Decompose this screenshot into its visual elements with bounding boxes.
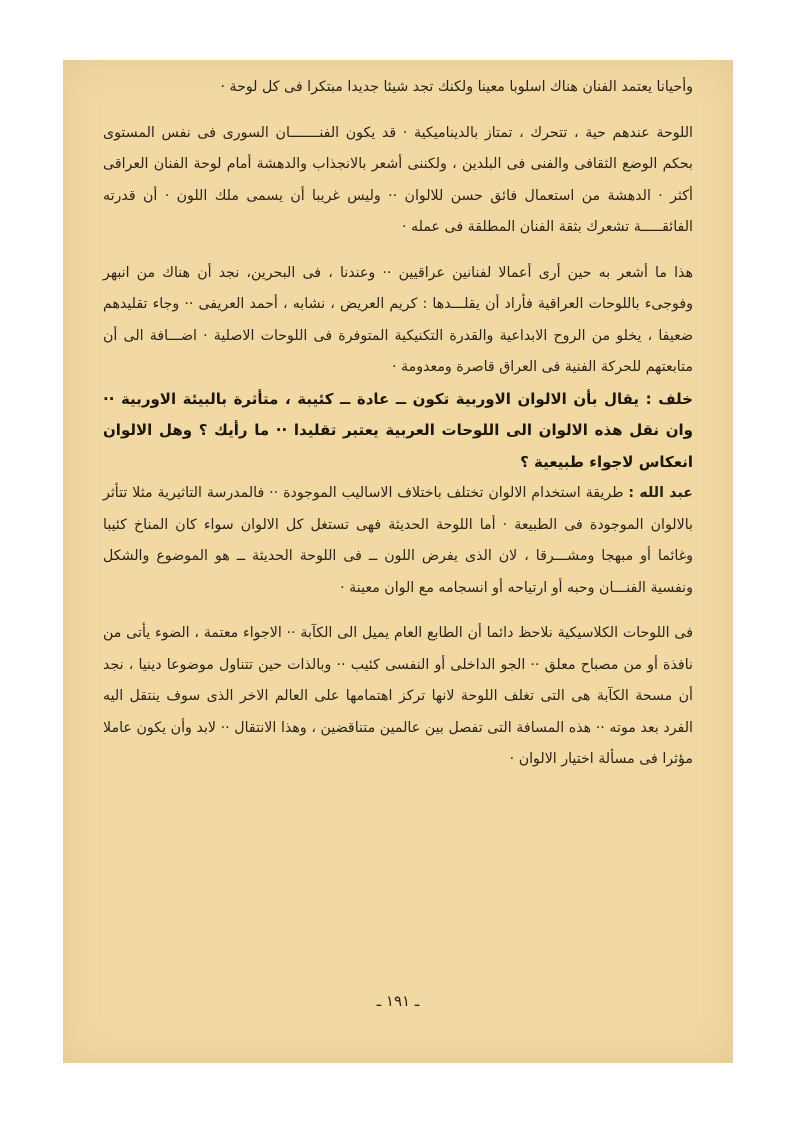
question-paragraph	[103, 384, 693, 479]
paragraph-3: هذا ما أشعر به حين أرى أعمالا لفنانين عراقيين ·· وعندنا ، فى البحرين، نجد أن هناك من انبهر وفوجىء باللوحات العراقية فأراد أن يقلـــدها : كريم العريض ، نشابه ، أحمد العريفى ·· وجاء تقليدهم ضعيفا ، يخلو من الروح الابداعية والقدرة التكنيكية المتوفرة فى اللوحات الاصلية · اضـــافة الى أن متابعتهم للحركة الفنية فى العراق قاصرة ومعدومة ·	[103, 264, 693, 375]
paragraph-1: وأحيانا يعتمد الفنان هناك اسلوبا معينا ولكنك تجد شيئا جديدا مبتكرا فى كل لوحة ·	[220, 79, 693, 95]
answer-speaker: عبد الله :	[628, 485, 693, 501]
book-page	[63, 60, 733, 1063]
question-text: يقال بأن الالوان الاوربية تكون ــ عادة ــ كئيبة ، متأثرة بالبيئة الاوربية ·· وان نقل هذه الالوان الى اللوحات العربية يعتبر تقليدا ·· ما رأيك ؟ وهل الالوان انعكاس لاجواء طبيعية ؟	[103, 389, 693, 471]
answer-text: طريقة استخدام الالوان تختلف باختلاف الاساليب الموجودة ·· فالمدرسة التاثيرية مثلا تتأثر بالالوان الموجودة فى الطبيعة · أما اللوحة الحديثة فهى تستغل كل الالوان سواء كان المناخ كئيبا وغائما أو مبهجا ومشـــرقا ، لان الذى يفرض اللون ــ فى اللوحة الحديثة ــ هو الموضوع والشكل ونفسية الفنـــان وحبه أو ارتياحه أو انسجامه مع الوان معينة ·	[103, 485, 693, 596]
page-number: ـ ١٩١ ـ	[376, 992, 420, 1010]
paragraph-6: فى اللوحات الكلاسيكية نلاحظ دائما أن الطابع العام يميل الى الكآبة ·· الاجواء معتمة ، الضوء يأتى من نافذة أو من مصباح معلق ·· الجو الداخلى أو النفسى كئيب ·· وبالذات حين تتناول موضوعا دينيا ، نجد أن مسحة الكآبة هى التى تغلف اللوحة لانها تركز اهتمامها على العالم الاخر الذى سوف ينتقل اليه الفرد بعد موته ·· هذه المسافة التى تفصل بين عالمين متناقضين ، وهذا الانتقال ·· لابد وأن يكون عاملا مؤثرا فى مسألة اختيار الالوان ·	[103, 625, 693, 767]
question-speaker: خلف :	[645, 389, 693, 408]
page-body	[103, 72, 693, 776]
answer-paragraph	[103, 478, 693, 604]
paragraph-2: اللوحة عندهم حية ، تتحرك ، تمتاز بالديناميكية · قد يكون الفنـــــــان السورى فى نفس المستوى بحكم الوضع الثقافى والفنى فى البلدين ، ولكننى أشعر بالانجذاب والدهشة أمام لوحة الفنان العراقى أكثر · الدهشة من استعمال فائق حسن للالوان ·· وليس غريبا أن يسمى ملك اللون · أن قدرته الفائقـــــة تشعرك بثقة الفنان المطلقة فى عمله ·	[103, 124, 693, 235]
